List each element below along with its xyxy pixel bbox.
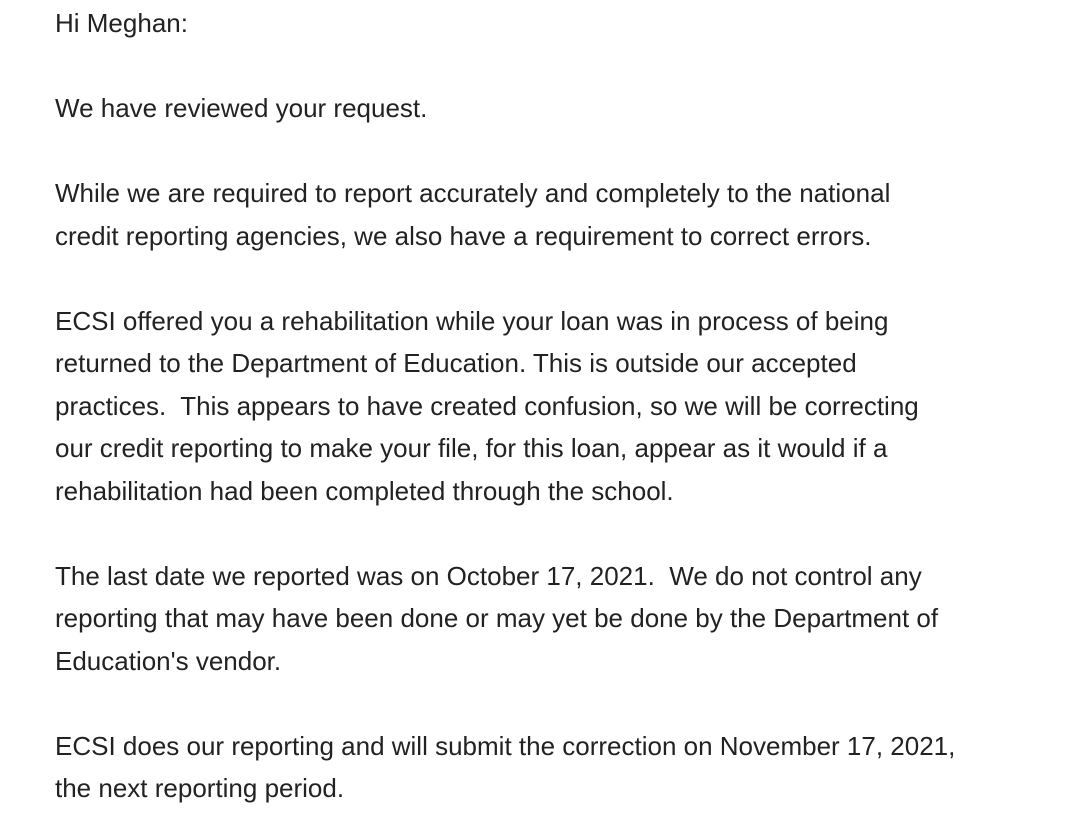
greeting — [55, 2, 1058, 45]
text-line: The last date we reported was on October 17, 2021. We do not control any — [55, 560, 922, 591]
text-line: ECSI offered you a rehabilitation while your loan was in process of being — [55, 305, 889, 336]
paragraph-last-report-date — [55, 555, 1058, 683]
text-line: While we are required to report accurately and completely to the national — [55, 178, 891, 208]
paragraph-requirement — [55, 172, 1058, 257]
text-line: Education's vendor. — [55, 645, 282, 676]
text-line: We have reviewed your request. — [55, 93, 428, 123]
text-line: reporting that may have been done or may yet be done by the Department of — [55, 603, 939, 633]
text-line: returned to the Department of Education. This is outside our accepted — [55, 348, 857, 378]
text-line: credit reporting agencies, we also have a requirement to correct errors. — [55, 220, 872, 251]
text-line: rehabilitation had been completed through the school. — [55, 475, 674, 506]
text-line: the next reporting period. — [55, 773, 345, 803]
text-line: our credit reporting to make your file, for this loan, appear as it would if a — [55, 433, 888, 463]
paragraph-correction-date — [55, 725, 1058, 810]
text-line: practices. This appears to have created confusion, so we will be correcting — [55, 390, 919, 421]
paragraph-rehabilitation — [55, 300, 1058, 513]
text-line: Hi Meghan: — [55, 8, 188, 38]
text-line: ECSI does our reporting and will submit the correction on November 17, 2021, — [55, 730, 956, 761]
paragraph-reviewed — [55, 87, 1058, 130]
